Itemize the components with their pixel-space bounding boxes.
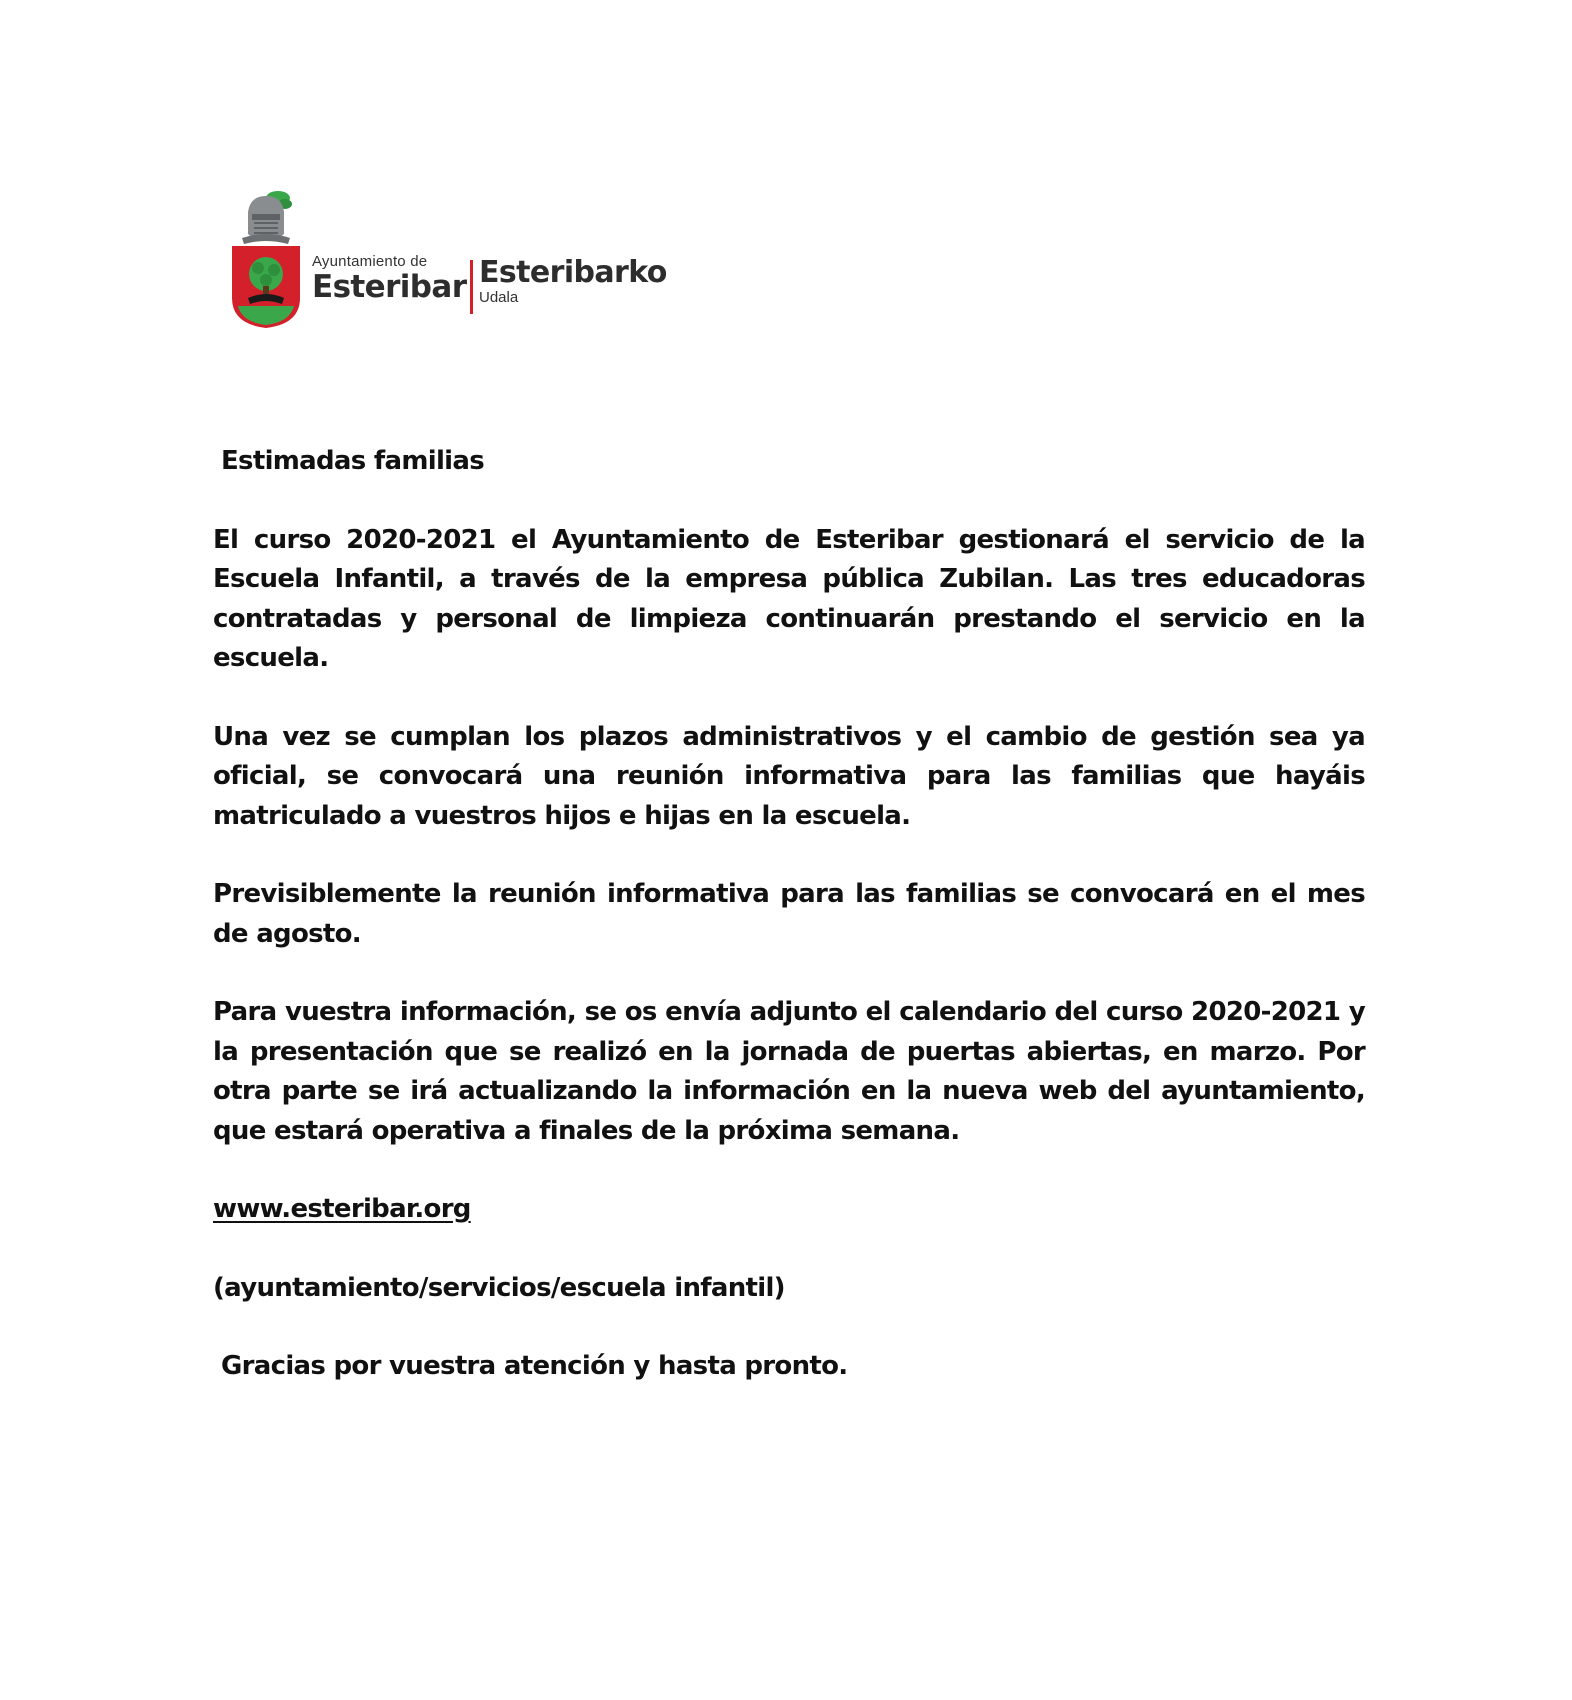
logo-small-text: Ayuntamiento de — [312, 253, 428, 270]
paragraph-2: Una vez se cumplan los plazos administrativos y el cambio de gestión sea ya oficial, se convocará una reunión informativa para las familias que hayáis matriculado a vuestros hijos e hijas en la escuela. — [213, 721, 1365, 831]
closing: Gracias por vuestra atención y hasta pronto. — [221, 1351, 848, 1381]
coat-of-arms-icon — [228, 190, 304, 330]
paragraph-3: Previsiblemente la reunión informativa para las familias se convocará en el mes de agosto. — [213, 879, 1365, 949]
greeting: Estimadas familias — [221, 446, 485, 476]
esteribar-logo — [228, 190, 688, 330]
website-line — [213, 1190, 1365, 1230]
logo-text-spanish — [312, 253, 467, 305]
logo-text-basque — [479, 256, 689, 306]
website-link[interactable]: www.esteribar.org — [213, 1194, 471, 1224]
logo-basque-big-text: Esteribarko — [479, 255, 667, 290]
website-path: (ayuntamiento/servicios/escuela infantil) — [213, 1272, 785, 1303]
logo-big-text: Esteribar — [312, 269, 467, 305]
paragraph-1: El curso 2020-2021 el Ayuntamiento de Esteribar gestionará el servicio de la Escuela Infantil, a través de la empresa pública Zubilan. Las tres educadoras contratadas y personal de limpieza continuarán prestando el servicio en la escuela. — [213, 524, 1365, 673]
logo-divider — [470, 260, 473, 314]
logo-basque-small-text: Udala — [479, 289, 519, 306]
letter-body — [213, 442, 1365, 1387]
paragraph-4: Para vuestra información, se os envía adjunto el calendario del curso 2020-2021 y la presentación que se realizó en la jornada de puertas abiertas, en marzo. Por otra parte se irá actualizando la información en la nueva web del ayuntamiento, que estará operativa a finales de la próxima semana. — [213, 997, 1365, 1146]
